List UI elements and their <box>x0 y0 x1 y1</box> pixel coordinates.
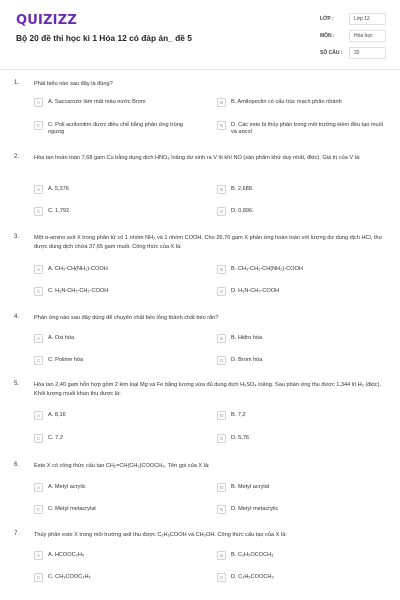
option-letter: C <box>34 505 43 514</box>
option-text: B. Amilopectin có cấu trúc mạch phân nhánh <box>231 99 342 105</box>
option-letter: A <box>34 483 43 492</box>
option-letter: D <box>217 207 226 216</box>
question-number: 4. <box>14 314 20 320</box>
question-6 <box>14 462 390 522</box>
option-letter: D <box>217 573 226 582</box>
option-b[interactable] <box>217 185 392 194</box>
option-a[interactable] <box>34 185 209 194</box>
option-text: A. Saccarozơ làm mất màu nước Brom <box>48 99 146 105</box>
option-text: D. 5,76 <box>231 435 250 441</box>
option-text: C. 1,792. <box>48 208 71 214</box>
option-d[interactable] <box>217 356 392 365</box>
question-number: 5. <box>14 381 20 387</box>
option-c[interactable] <box>34 434 209 443</box>
option-text: D. Metyl metacrylic <box>231 506 279 512</box>
question-text: Phát biểu nào sau đây là đúng? <box>34 81 113 87</box>
option-text: D. C₂H₅COOCH₃ <box>231 574 274 580</box>
option-text: D. Các este bị thủy phân trong môi trường kiềm đều tạo muối và ancol <box>231 122 383 135</box>
option-a[interactable] <box>34 411 209 420</box>
option-letter: C <box>34 287 43 296</box>
question-7 <box>14 531 390 591</box>
question-2 <box>14 154 390 224</box>
option-text: A. 8,16 <box>48 412 66 418</box>
option-letter: C <box>34 434 43 443</box>
option-letter: C <box>34 121 43 130</box>
question-text: Este X có công thức cấu tạo CH₂=CH(CH₃)COOCH₃. Tên gọi của X là: <box>34 463 210 469</box>
option-a[interactable] <box>34 98 209 107</box>
question-number: 7. <box>14 531 20 537</box>
meta-class-row <box>320 12 386 25</box>
option-letter: D <box>217 505 226 514</box>
option-text: B. CH₃-CH₂-CH(NH₂)-COOH <box>231 266 303 272</box>
option-b[interactable] <box>217 411 392 420</box>
option-text: A. Oxi hóa <box>48 335 75 341</box>
option-c[interactable] <box>34 356 209 365</box>
option-letter: A <box>34 98 43 107</box>
option-text: B. C₂H₅OCOCH₃ <box>231 552 274 558</box>
question-number: 3. <box>14 234 20 240</box>
option-text: C. Metyl metacrylat <box>48 506 96 512</box>
option-a[interactable] <box>34 334 209 343</box>
question-text: Phản ứng nào sau đây dùng để chuyển chất béo lỏng thành chất béo rắn? <box>34 315 219 321</box>
option-c[interactable] <box>34 505 209 514</box>
meta-label: MÔN : <box>320 32 335 39</box>
option-text: B. 2,688. <box>231 186 254 192</box>
option-text: D. H₂N-CH₂-COOH <box>231 288 280 294</box>
option-a[interactable] <box>34 265 209 274</box>
option-d[interactable] <box>217 505 392 514</box>
option-letter: A <box>34 334 43 343</box>
option-letter: D <box>217 121 226 130</box>
quizizz-logo: QUIZIZZ <box>16 13 77 28</box>
meta-panel <box>320 12 386 63</box>
question-4 <box>14 314 390 374</box>
option-letter: B <box>217 265 226 274</box>
question-text: Thủy phân este X trong môi trường axit thu được C₂H₅COOH và CH₃OH. Công thức cấu tạo của X là: <box>34 532 287 538</box>
option-text: D. 0,896. <box>231 208 254 214</box>
option-c[interactable] <box>34 573 209 582</box>
option-letter: A <box>34 411 43 420</box>
meta-count-value: 32 <box>349 47 386 59</box>
option-letter: C <box>34 356 43 365</box>
option-text: C. 7,2 <box>48 435 63 441</box>
option-d[interactable] <box>217 573 392 582</box>
option-letter: B <box>217 98 226 107</box>
meta-class-value: Lớp 12 <box>349 13 386 25</box>
option-letter: C <box>34 573 43 582</box>
option-text: C. Poli acrilonitrin được điều chế bằng phản ứng trùng ngưng <box>48 122 183 135</box>
question-1 <box>14 80 390 150</box>
option-text: A. CH₃-CH(NH₂)-COOH <box>48 266 108 272</box>
option-letter: B <box>217 551 226 560</box>
document-title: Bộ 20 đề thi học kì 1 Hóa 12 có đáp án_ đề 5 <box>16 33 192 43</box>
option-a[interactable] <box>34 551 209 560</box>
meta-label: LỚP : <box>320 15 334 22</box>
question-text: Một α-amino axit X trong phân tử có 1 nhóm NH₂ và 1 nhóm COOH. Cho 26,70 gam X phản ứng hoàn toàn với lượng dư dung dịch HCl, thu được dung dịch chứa 37,65 gam muối. Công thức của X là: <box>34 235 382 250</box>
option-d[interactable] <box>217 287 392 296</box>
option-text: C. CH₃COOC₂H₅ <box>48 574 91 580</box>
question-text: Hòa tan hoàn toàn 7,68 gam Cu bằng dung dịch HNO₃ loãng dư sinh ra V lít khí NO (sản phẩm khử duy nhất, đktc). Giá trị của V là: <box>34 155 361 161</box>
option-d[interactable] <box>217 207 392 216</box>
question-number: 6. <box>14 462 20 468</box>
option-letter: B <box>217 185 226 194</box>
option-d[interactable] <box>217 121 387 136</box>
option-letter: B <box>217 411 226 420</box>
option-d[interactable] <box>217 434 392 443</box>
question-text: Hòa tan 2,40 gam hỗn hợp gồm 2 kim loại Mg và Fe bằng lượng vừa đủ dung dịch H₂SO₄ loãng. Sau phản ứng thu được 1,344 lít H₂ (đktc). Khối lượng muối khan thu được là: <box>34 382 381 397</box>
option-b[interactable] <box>217 98 392 107</box>
option-text: C. H₂N-CH₂-CH₂-COOH <box>48 288 109 294</box>
option-letter: B <box>217 483 226 492</box>
question-number: 1. <box>14 80 20 86</box>
option-c[interactable] <box>34 121 194 136</box>
option-text: B. Hiđro hóa <box>231 335 263 341</box>
option-b[interactable] <box>217 334 392 343</box>
option-letter: D <box>217 434 226 443</box>
option-b[interactable] <box>217 265 392 274</box>
meta-subject-row <box>320 29 386 42</box>
option-letter: D <box>217 356 226 365</box>
option-letter: A <box>34 551 43 560</box>
option-text: D. Brom hóa <box>231 357 263 363</box>
option-text: B. 7,2 <box>231 412 246 418</box>
option-text: B. Metyl acrylat <box>231 484 270 490</box>
option-c[interactable] <box>34 287 209 296</box>
option-letter: D <box>217 287 226 296</box>
option-c[interactable] <box>34 207 209 216</box>
meta-label: SỐ CÂU : <box>320 49 343 56</box>
question-3 <box>14 234 390 304</box>
option-b[interactable] <box>217 483 392 492</box>
option-letter: A <box>34 265 43 274</box>
option-letter: A <box>34 185 43 194</box>
question-number: 2. <box>14 154 20 160</box>
question-5 <box>14 381 390 451</box>
meta-subject-value: Hóa học <box>349 30 386 42</box>
option-text: A. Metyl acrylic <box>48 484 86 490</box>
option-text: A. HCOOC₂H₅ <box>48 552 85 558</box>
option-letter: C <box>34 207 43 216</box>
meta-count-row <box>320 46 386 59</box>
option-text: A. 5,376 <box>48 186 69 192</box>
option-text: C. Polime hóa <box>48 357 84 363</box>
option-letter: B <box>217 334 226 343</box>
document-header <box>0 0 400 70</box>
option-a[interactable] <box>34 483 209 492</box>
option-b[interactable] <box>217 551 392 560</box>
